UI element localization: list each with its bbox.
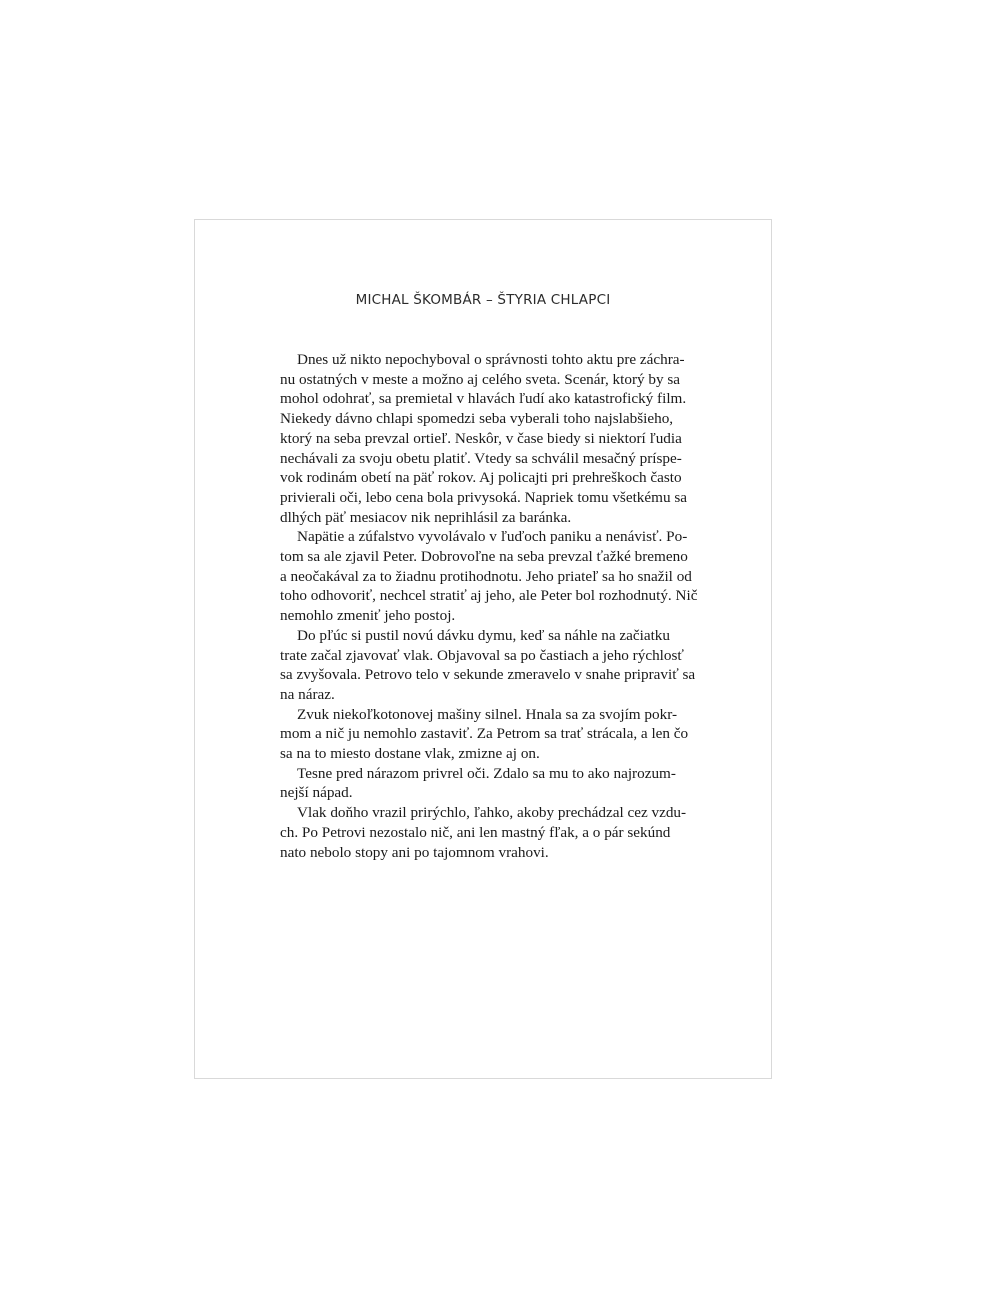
text-line: nechávali za svoju obetu platiť. Vtedy sa schválil mesačný príspe- xyxy=(280,449,682,467)
text-line: Zvuk niekoľkotonovej mašiny silnel. Hnala sa za svojím pokr- xyxy=(297,705,677,723)
text-line: vok rodinám obetí na päť rokov. Aj policajti pri prehreškoch často xyxy=(280,469,682,487)
text-line: nu ostatných v meste a možno aj celého sveta. Scenár, ktorý by sa xyxy=(280,370,681,388)
text-line: trate začal zjavovať vlak. Objavoval sa po častiach a jeho rýchlosť xyxy=(280,646,684,664)
text-line: privierali oči, lebo cena bola privysoká. Napriek tomu všetkému sa xyxy=(280,488,687,506)
text-line: Tesne pred nárazom privrel oči. Zdalo sa mu to ako najrozum- xyxy=(297,764,676,782)
text-line: mom a nič ju nemohlo zastaviť. Za Petrom sa trať strácala, a len čo xyxy=(280,725,689,743)
text-line: dlhých päť mesiacov nik neprihlásil za baránka. xyxy=(280,508,572,526)
text-line: sa na to miesto dostane vlak, zmizne aj on. xyxy=(280,745,540,763)
text-line: nato nebolo stopy ani po tajomnom vrahovi. xyxy=(280,843,549,861)
text-line: Vlak doňho vrazil prirýchlo, ľahko, akoby prechádzal cez vzdu- xyxy=(297,804,687,822)
text-line: nejší nápad. xyxy=(280,784,353,802)
text-line: nemohlo zmeniť jeho postoj. xyxy=(280,607,456,625)
text-line: mohol odohrať, sa premietal v hlavách ľudí ako katastrofický film. xyxy=(280,390,687,408)
paragraph xyxy=(280,803,687,862)
book-page xyxy=(194,219,772,1079)
text-line: ktorý na seba prevzal ortieľ. Neskôr, v čase biedy si niektorí ľudia xyxy=(280,429,682,447)
body-text xyxy=(280,350,698,862)
text-line: na náraz. xyxy=(280,685,335,703)
text-line: sa zvyšovala. Petrovo telo v sekunde zmeravelo v snahe pripraviť sa xyxy=(280,666,696,684)
text-line: Napätie a zúfalstvo vyvolávalo v ľuďoch paniku a nenávisť. Po- xyxy=(297,528,688,546)
paragraph xyxy=(280,764,676,803)
text-line: ch. Po Petrovi nezostalo nič, ani len mastný fľak, a o pár sekúnd xyxy=(280,823,671,841)
text-line: toho odhovoriť, nechcel stratiť aj jeho, ale Peter bol rozhodnutý. Nič xyxy=(280,587,698,605)
text-line: Do pľúc si pustil novú dávku dymu, keď sa náhle na začiatku xyxy=(297,626,670,644)
paragraph xyxy=(280,350,687,527)
running-head-title: MICHAL ŠKOMBÁR – ŠTYRIA CHLAPCI xyxy=(355,292,611,308)
paragraph xyxy=(280,705,689,764)
text-line: Dnes už nikto nepochyboval o správnosti tohto aktu pre záchra- xyxy=(297,351,685,368)
paragraph xyxy=(280,626,696,705)
text-line: Niekedy dávno chlapi spomedzi seba vyberali toho najslabšieho, xyxy=(280,410,674,428)
paragraph xyxy=(280,527,698,626)
text-line: a neočakával za to žiadnu protihodnotu. Jeho priateľ sa ho snažil od xyxy=(280,567,692,585)
text-line: tom sa ale zjavil Peter. Dobrovoľne na seba prevzal ťažké bremeno xyxy=(280,548,688,566)
